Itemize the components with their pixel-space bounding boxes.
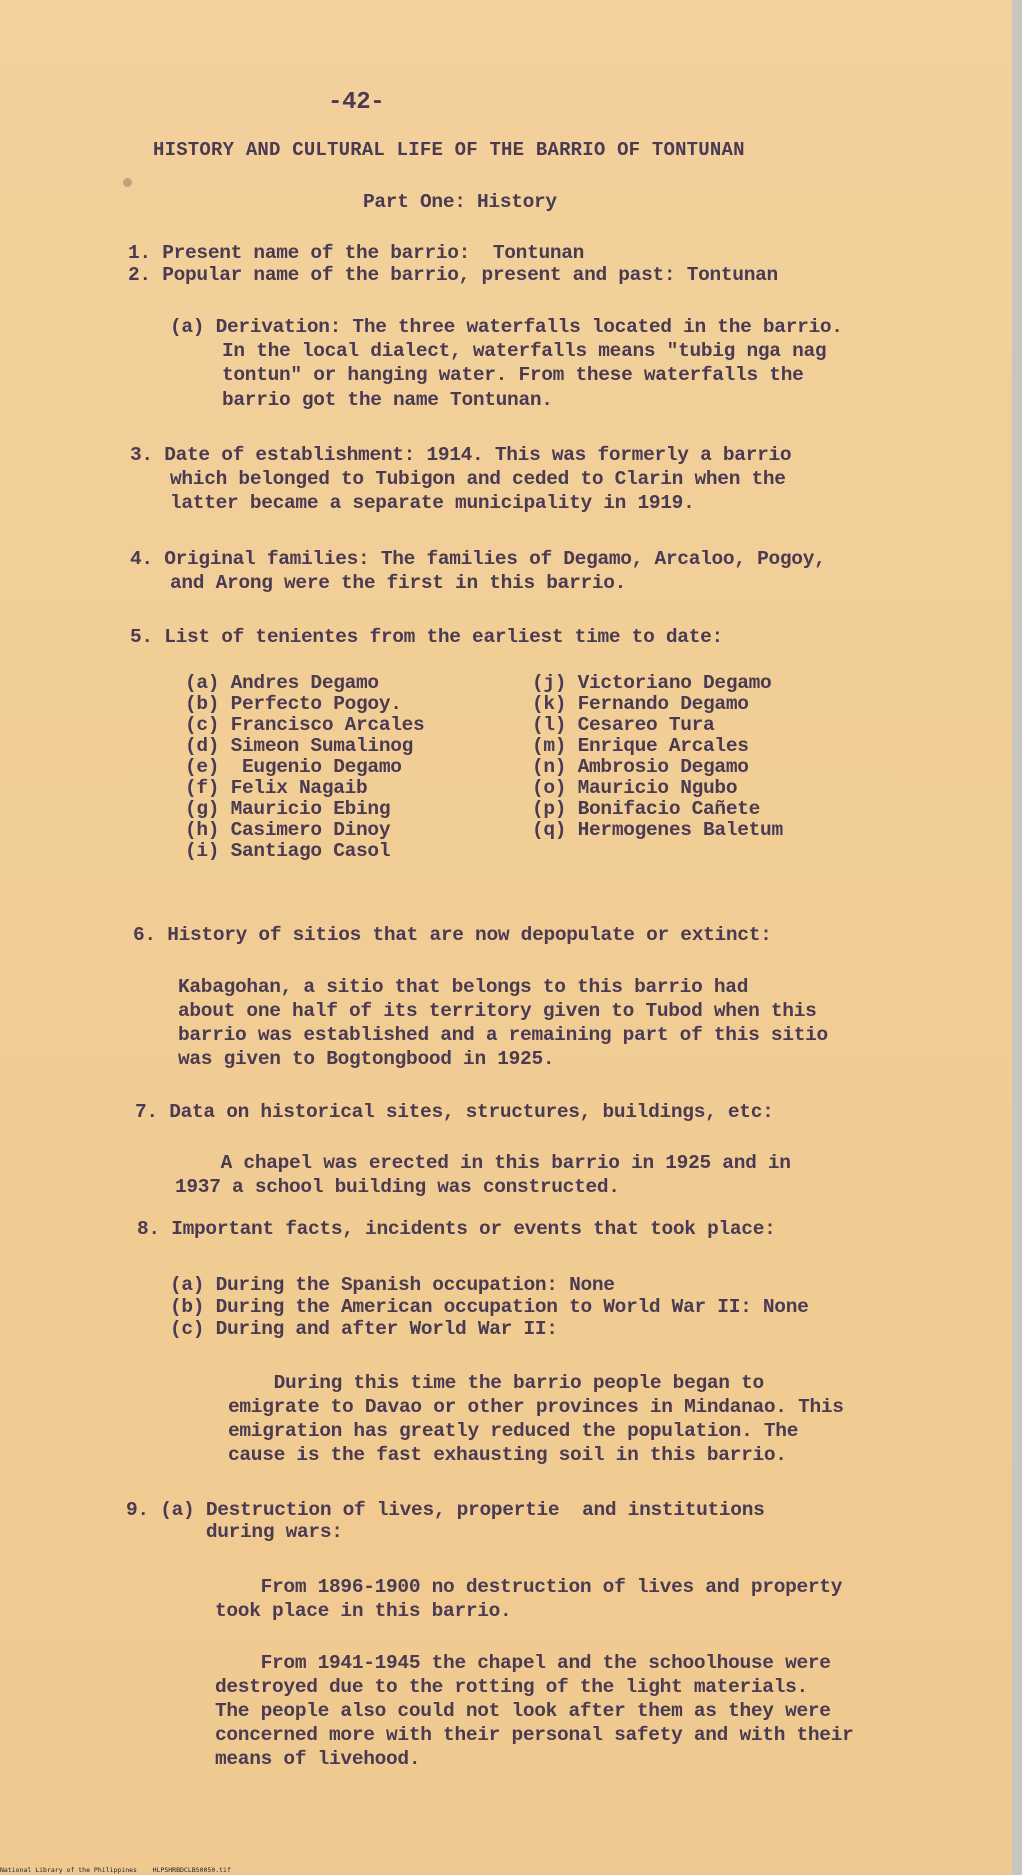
item-9-para2-line: means of livehood. [215, 1748, 421, 1770]
teniente-entry: (q) Hermogenes Baletum [532, 819, 783, 841]
item-1: 1. Present name of the barrio: Tontunan [128, 242, 585, 264]
item-2: 2. Popular name of the barrio, present and past: Tontunan [128, 264, 778, 286]
item-9-line: 9. (a) Destruction of lives, propertie and institutions [126, 1499, 765, 1521]
page-number: -42- [328, 89, 385, 116]
item-8-list-entry: (a) During the Spanish occupation: None [170, 1274, 615, 1296]
item-8c-line: emigration has greatly reduced the population. The [228, 1420, 799, 1442]
item-6: 6. History of sitios that are now depopulate or extinct: [133, 924, 772, 946]
teniente-entry: (k) Fernando Degamo [532, 693, 749, 715]
ink-stain [123, 178, 132, 187]
item-8-list-entry: (b) During the American occupation to World War II: None [170, 1296, 809, 1318]
part-heading: Part One: History [363, 191, 557, 213]
teniente-entry: (c) Francisco Arcales [185, 714, 425, 736]
teniente-entry: (d) Simeon Sumalinog [185, 735, 414, 757]
teniente-entry: (l) Cesareo Tura [532, 714, 715, 736]
item-7: 7. Data on historical sites, structures, buildings, etc: [135, 1101, 774, 1123]
scan-edge [1012, 0, 1022, 1875]
item-8c-line: cause is the fast exhausting soil in this barrio. [228, 1444, 787, 1466]
item-6-line: barrio was established and a remaining part of this sitio [178, 1024, 828, 1046]
item-8-list-entry: (c) During and after World War II: [170, 1318, 558, 1340]
item-7-line: A chapel was erected in this barrio in 1925 and in [175, 1152, 791, 1174]
item-6-line: was given to Bogtongbood in 1925. [178, 1048, 555, 1070]
teniente-entry: (p) Bonifacio Cañete [532, 798, 761, 820]
item-2a-line: (a) Derivation: The three waterfalls located in the barrio. [170, 316, 843, 338]
teniente-entry: (a) Andres Degamo [185, 672, 379, 694]
item-8: 8. Important facts, incidents or events that took place: [137, 1218, 776, 1240]
teniente-entry: (b) Perfecto Pogoy. [185, 693, 402, 715]
item-8c-line: During this time the barrio people began to [228, 1372, 764, 1394]
item-9-para2-line: concerned more with their personal safety and with their [215, 1724, 854, 1746]
item-9-para2-line: destroyed due to the rotting of the light materials. [215, 1676, 808, 1698]
item-2a-line: tontun" or hanging water. From these waterfalls the [222, 364, 804, 386]
tenientes-right-column [532, 673, 783, 841]
item-6-line: Kabagohan, a sitio that belongs to this barrio had [178, 976, 749, 998]
item-2a-line: In the local dialect, waterfalls means "tubig nga nag [222, 340, 827, 362]
item-2a-line: barrio got the name Tontunan. [222, 389, 553, 411]
item-9-para1-line: From 1896-1900 no destruction of lives and property [215, 1576, 843, 1598]
tenientes-left-column [185, 673, 424, 862]
teniente-entry: (j) Victoriano Degamo [532, 672, 772, 694]
teniente-entry: (o) Mauricio Ngubo [532, 777, 738, 799]
scan-footer: National Library of the Philippines HLPSHRBDCLBS0050.tif [0, 1866, 231, 1874]
teniente-entry: (m) Enrique Arcales [532, 735, 749, 757]
item-3-line: 3. Date of establishment: 1914. This was formerly a barrio [130, 444, 792, 466]
item-6-line: about one half of its territory given to Tubod when this [178, 1000, 817, 1022]
item-7-line: 1937 a school building was constructed. [175, 1176, 620, 1198]
item-8c-line: emigrate to Davao or other provinces in Mindanao. This [228, 1396, 844, 1418]
item-4-line: and Arong were the first in this barrio. [170, 572, 627, 594]
item-9-para2-line: The people also could not look after them as they were [215, 1700, 831, 1722]
teniente-entry: (e) Eugenio Degamo [185, 756, 402, 778]
item-9-para2-line: From 1941-1945 the chapel and the schoolhouse were [215, 1652, 831, 1674]
teniente-entry: (i) Santiago Casol [185, 840, 391, 862]
item-5: 5. List of tenientes from the earliest time to date: [130, 626, 723, 648]
teniente-entry: (h) Casimero Dinoy [185, 819, 391, 841]
item-3-line: which belonged to Tubigon and ceded to Clarin when the [170, 468, 786, 490]
teniente-entry: (g) Mauricio Ebing [185, 798, 391, 820]
teniente-entry: (f) Felix Nagaib [185, 777, 368, 799]
item-9-para1-line: took place in this barrio. [215, 1600, 512, 1622]
teniente-entry: (n) Ambrosio Degamo [532, 756, 749, 778]
document-title: HISTORY AND CULTURAL LIFE OF THE BARRIO OF TONTUNAN [153, 139, 745, 161]
item-3-line: latter became a separate municipality in 1919. [170, 492, 695, 514]
item-9-line: during wars: [126, 1521, 343, 1543]
item-4-line: 4. Original families: The families of Degamo, Arcaloo, Pogoy, [130, 548, 826, 570]
